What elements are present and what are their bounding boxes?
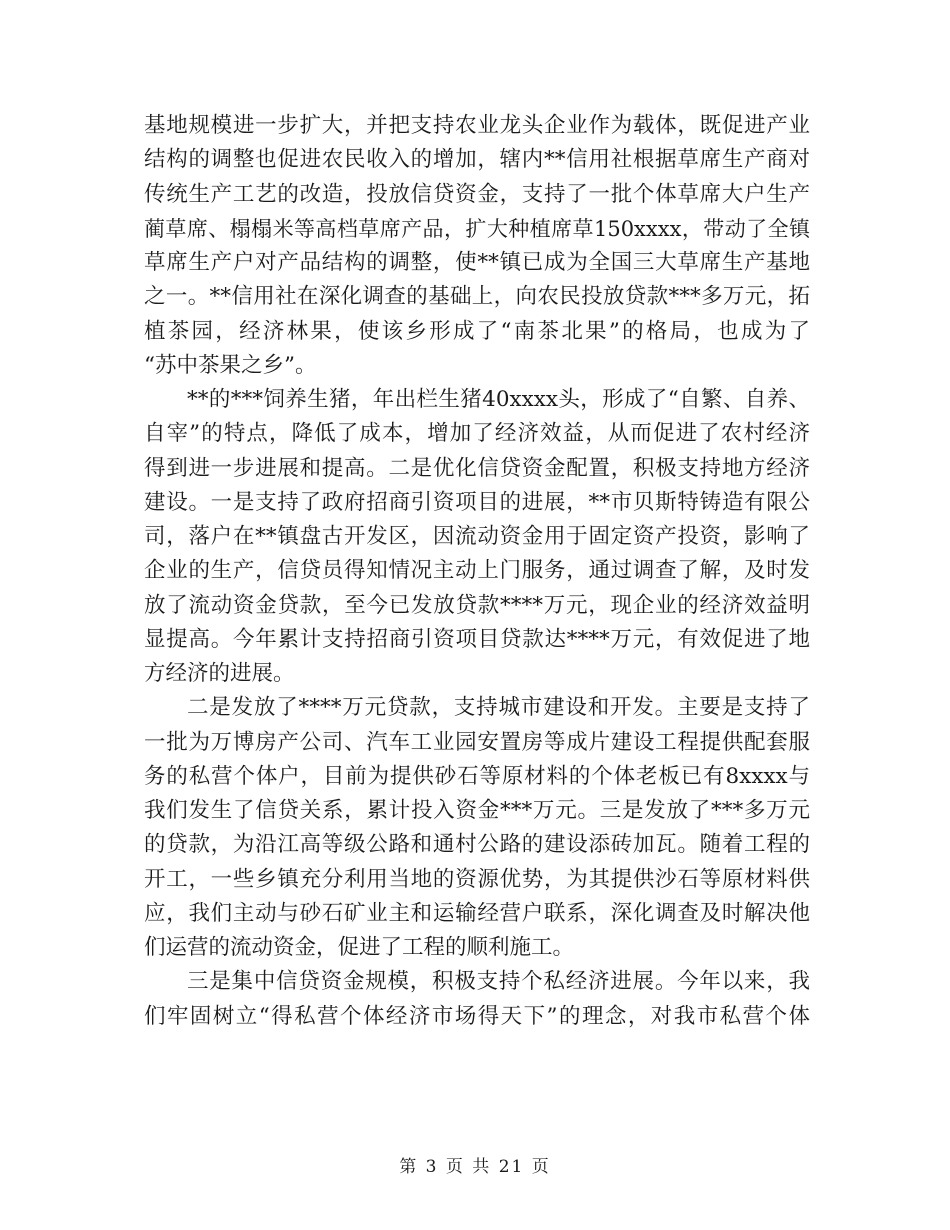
text-line: 的贷款，为沿江高等级公路和通村公路的建设添砖加瓦。随着工程的 bbox=[144, 832, 810, 858]
text-line: 放了流动资金贷款，至今已发放贷款****万元，现企业的经济效益明 bbox=[144, 592, 810, 618]
text-line: 显提高。今年累计支持招商引资项目贷款达****万元，有效促进了地 bbox=[144, 626, 810, 652]
text-line: 结构的调整也促进农民收入的增加，辖内**信用社根据草席生产商对 bbox=[144, 147, 810, 173]
document-body bbox=[144, 109, 810, 1034]
text-line: 一批为万博房产公司、汽车工业园安置房等成片建设工程提供配套服 bbox=[144, 729, 810, 755]
text-line: 方经济的进展。 bbox=[144, 661, 295, 686]
text-line: 基地规模进一步扩大，并把支持农业龙头企业作为载体，既促进产业 bbox=[144, 113, 810, 138]
text-line: 企业的生产，信贷员得知情况主动上门服务，通过调查了解，及时发 bbox=[144, 558, 810, 584]
text-line: 之一。**信用社在深化调查的基础上，向农民投放贷款***多万元，拓 bbox=[144, 284, 810, 310]
text-line: 开工，一些乡镇充分利用当地的资源优势，为其提供沙石等原材料供 bbox=[144, 866, 810, 892]
text-line: 三是集中信贷资金规模，积极支持个私经济进展。今年以来，我 bbox=[187, 969, 810, 995]
text-line: 自宰”的特点，降低了成本，增加了经济效益，从而促进了农村经济 bbox=[144, 421, 810, 447]
text-line: “苏中茶果之乡”。 bbox=[144, 352, 317, 378]
text-line: 建设。一是支持了政府招商引资项目的进展，**市贝斯特铸造有限公 bbox=[144, 489, 810, 515]
text-line: 草席生产户对产品结构的调整，使**镇已成为全国三大草席生产基地 bbox=[144, 250, 810, 275]
text-line: 蔺草席、榻榻米等高档草席产品，扩大种植席草150xxxx，带动了全镇 bbox=[144, 216, 810, 241]
text-line: 们牢固树立“得私营个体经济市场得天下”的理念，对我市私营个体 bbox=[144, 1003, 810, 1029]
text-line: 司，落户在**镇盘古开发区，因流动资金用于固定资产投资，影响了 bbox=[144, 524, 810, 549]
text-line: 植茶园，经济林果，使该乡形成了“南茶北果”的格局，也成为了 bbox=[144, 318, 810, 344]
text-line: **的***饲养生猪，年出栏生猪40xxxx头，形成了“自繁、自养、 bbox=[187, 387, 810, 412]
text-line: 们运营的流动资金，促进了工程的顺利施工。 bbox=[144, 935, 575, 960]
text-line: 我们发生了信贷关系，累计投入资金***万元。三是发放了***多万元 bbox=[144, 798, 810, 823]
text-line: 得到进一步进展和提高。二是优化信贷资金配置，积极支持地方经济 bbox=[144, 455, 810, 481]
text-line: 传统生产工艺的改造，投放信贷资金，支持了一批个体草席大户生产 bbox=[144, 181, 810, 207]
text-line: 应，我们主动与砂石矿业主和运输经营户联系，深化调查及时解决他 bbox=[144, 900, 810, 926]
page-footer: 第 3 页 共 21 页 bbox=[399, 1157, 551, 1177]
text-line: 务的私营个体户，目前为提供砂石等原材料的个体老板已有8xxxx与 bbox=[144, 763, 810, 789]
text-line: 二是发放了****万元贷款，支持城市建设和开发。主要是支持了 bbox=[187, 695, 810, 721]
